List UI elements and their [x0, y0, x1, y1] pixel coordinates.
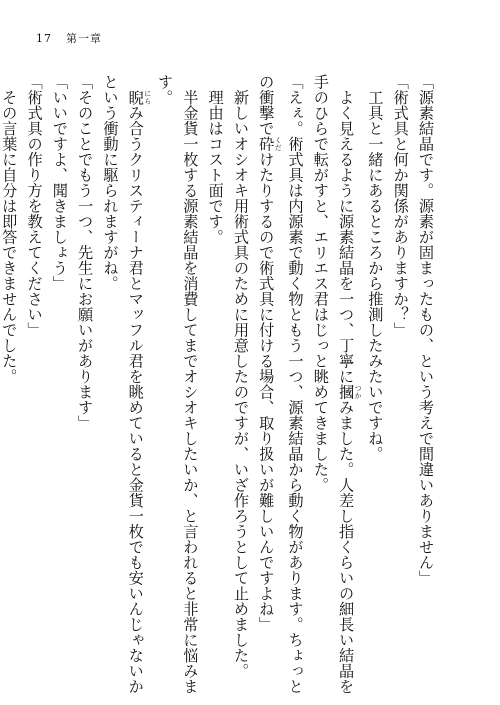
furigana-reading: くだ — [274, 136, 283, 152]
text-line: 新しいオシオキ用術式具のために用意したのですが、いざ作ろうとして止めました。 — [231, 74, 250, 679]
text-line: 半金貨一枚する源素結晶を消費してまでオシオキしたいか、と言われると非常に悩みま — [181, 74, 200, 694]
text-line: す。 — [156, 74, 175, 105]
text-line: 工具と一緒にあるところから推測したみたいですね。 — [366, 74, 385, 462]
page-number: 17 — [36, 32, 52, 45]
text-line: 「術式具の作り方を教えてください」 — [25, 74, 44, 338]
furigana-ruby: 砕 くだ — [257, 136, 283, 152]
text-line: 「源素結晶です。源素が固まったもの、という考えで間違いありません」 — [417, 74, 435, 586]
chapter-title: 第一章 — [66, 32, 102, 45]
body-text — [0, 74, 438, 694]
furigana-ruby: 睨 にら — [126, 89, 152, 105]
text-line: 「えぇ。術式具は内源素で動く物ともう一つ、源素結晶から動く物があります。ちょっと — [286, 74, 305, 694]
furigana-reading: にら — [143, 89, 152, 105]
text-line: 理由はコスト面です。 — [206, 74, 225, 245]
text-line: の衝撃で砕 くだけたりするので術式具に付ける場合、取り扱いが難しいんですよね」 — [257, 74, 283, 632]
running-header — [36, 30, 102, 46]
text-line: 「いいですよ、聞きましょう」 — [50, 74, 69, 291]
text-line: という衝動に駆られますがね。 — [101, 74, 120, 291]
text-line: 「そのことでもう一つ、先生にお願いがあります」 — [76, 74, 95, 431]
furigana-reading: つか — [354, 384, 363, 400]
text-line: 睨 にらみ合うクリスティーナ君とマッフル君を眺めていると金貨一枚でも安いんじゃないか — [126, 89, 152, 694]
furigana-ruby: 摑 つか — [337, 384, 363, 400]
text-line: 手のひらで転がすと、エリエス君はじっと眺めてきました。 — [311, 74, 330, 493]
text-line: 「術式具と何か関係がありますか？」 — [391, 74, 410, 338]
text-line: その言葉に自分は即答できませんでした。 — [0, 74, 19, 384]
text-line: よく見えるように源素結晶を一つ、丁寧に摑 つかみました。人差し指くらいの細長い結晶を — [337, 74, 363, 694]
